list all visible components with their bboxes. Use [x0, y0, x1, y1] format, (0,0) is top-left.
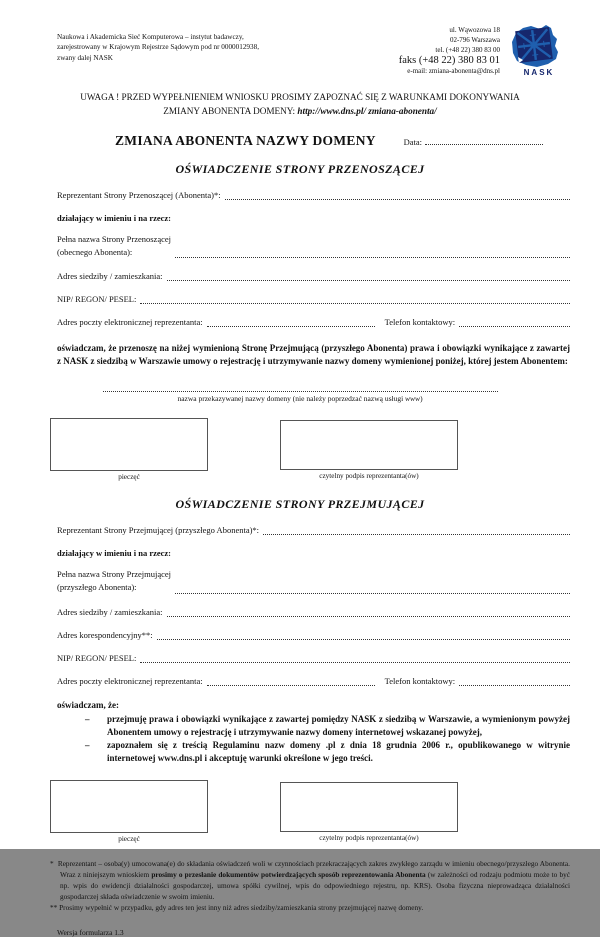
- email-line: e-mail: zmiana-abonenta@dns.pl: [407, 67, 500, 76]
- field-adres-siedziby-1: [57, 271, 570, 281]
- phone-line: tel. (+48 22) 380 83 00: [435, 45, 500, 54]
- fill-line: [263, 525, 570, 535]
- fill-line: [167, 271, 570, 281]
- bullet-item: – przejmuję prawa i obowiązki wynikające z zawartej pomiędzy NASK z siedzibą w Warszawie, a wymienionym powyżej Abonentem umowy o rejestrację i utrzymywanie nazwy domeny internetowej wskazanej powyżej,: [57, 713, 570, 739]
- domain-name-caption: nazwa przekazywanej nazwy domeny (nie należy poprzedzać nazwą usługi www): [177, 394, 423, 404]
- field-reprezentant-przejmujacej: [57, 525, 570, 535]
- signature-box-1: [280, 420, 458, 470]
- company-line: zwany dalej NASK: [57, 53, 113, 62]
- field-label: Pełna nazwa Strony Przejmującej (przyszłego Abonenta):: [57, 569, 172, 593]
- acting-on-behalf-label-2: działający w imieniu i na rzecz:: [57, 548, 172, 559]
- field-email-telefon-1: [57, 317, 570, 327]
- document-title: ZMIANA ABONENTA NAZWY DOMENY: [115, 132, 376, 148]
- footnotes: [30, 859, 570, 914]
- signature-caption: czytelny podpis reprezentanta(ów): [319, 472, 419, 481]
- fill-line: [140, 653, 570, 663]
- date-label: Data:: [403, 136, 422, 147]
- nask-logo-text: NASK: [523, 68, 555, 77]
- field-label: Adres korespondencyjny**:: [57, 629, 153, 640]
- warning-line2: ZMIANY ABONENTA DOMENY:: [163, 106, 298, 117]
- nask-logo: [508, 24, 570, 77]
- field-nip-1: [57, 294, 570, 304]
- fill-line: [207, 676, 375, 686]
- warning-notice: [30, 91, 570, 119]
- section1-heading: OŚWIADCZENIE STRONY PRZENOSZĄCEJ: [175, 161, 425, 176]
- field-label: Adres siedziby / zamieszkania:: [57, 606, 163, 617]
- field-label: NIP/ REGON/ PESEL:: [57, 294, 137, 305]
- domain-name-fill-line: [103, 384, 498, 392]
- company-info: [30, 24, 259, 63]
- field-label: Reprezentant Strony Przejmującej (przyszłego Abonenta)*:: [57, 525, 260, 536]
- bullet-item: – zapoznałem się z treścią Regulaminu nazw domeny .pl z dnia 18 grudnia 2006 r., opublikowanego w witrynie internetowej www.dns.pl i akceptuję warunki określone w jego treści.: [57, 739, 570, 765]
- stamp-caption: pieczęć: [118, 473, 140, 482]
- field-adres-siedziby-2: [57, 607, 570, 617]
- fill-line: [140, 294, 570, 304]
- footnote-1: * Reprezentant – osoba(y) umocowana(e) do składania oświadczeń woli w czynnościach przekraczających zakres zwykłego zarządu w imieniu obecnego/przyszłego Abonenta. Wraz z niniejszym wnioskiem prosimy o przesłanie dokumentów potwierdzających sposób reprezentowania Abonenta (w zależności od rodzaju podmiotu może to być np. wpis do ewidencji działalności gospodarczej, umowa spółki cywilnej, wpis do odpowiedniego rejestru, np. KRS). Osoba fizyczna nieprowadząca działalności gospodarczej składa oświadczenie w swoim imieniu.: [50, 859, 570, 901]
- field-email-telefon-2: [57, 676, 570, 686]
- signature-row-2: [30, 780, 570, 843]
- signature-box-2: [280, 782, 458, 832]
- footnote-2: ** Prosimy wypełnić w przypadku, gdy adres ten jest inny niż adres siedziby/zamieszkania strony przejmującej nazwę domeny.: [50, 902, 424, 912]
- fax-line: faks (+48 22) 380 83 01: [398, 55, 500, 67]
- field-label: Reprezentant Strony Przenoszącej (Abonenta)*:: [57, 189, 221, 200]
- field-label: Adres siedziby / zamieszkania:: [57, 271, 163, 282]
- fill-line: [207, 317, 375, 327]
- signature-caption: czytelny podpis reprezentanta(ów): [319, 834, 419, 843]
- nask-logo-icon: [508, 24, 570, 70]
- bullet-dash: –: [85, 740, 90, 751]
- field-nip-2: [57, 653, 570, 663]
- transfer-declaration: oświadczam, że przenoszę na niżej wymienioną Stronę Przejmującą (przyszłego Abonenta) prawa i obowiązki wynikające z zawartej z NASK z siedzibą w Warszawie umowy o rejestrację i utrzymywanie nazwy domeny wymienionej poniżej, której jestem Abonentem:: [57, 343, 570, 367]
- field-label: NIP/ REGON/ PESEL:: [57, 652, 137, 663]
- field-label: Adres poczty elektronicznej reprezentanta:: [57, 317, 203, 328]
- header: [30, 24, 570, 77]
- field-label: Telefon kontaktowy:: [384, 317, 456, 328]
- declaration-intro: oświadczam, że:: [57, 699, 119, 710]
- declaration-bullets: [57, 713, 570, 765]
- field-label: Telefon kontaktowy:: [384, 675, 456, 686]
- fill-line: [459, 676, 570, 686]
- dns-url: http://www.dns.pl/ zmiana-abonenta/: [297, 106, 437, 117]
- acting-on-behalf-label: działający w imieniu i na rzecz:: [57, 212, 172, 223]
- field-adres-korespondencyjny: [57, 630, 570, 640]
- field-reprezentant-przenoszacej: [57, 190, 570, 200]
- address-line: ul. Wąwozowa 18: [449, 26, 500, 34]
- fill-line: [225, 190, 570, 200]
- contact-block: [399, 24, 500, 77]
- stamp-box-2: [50, 780, 208, 833]
- warning-line1: UWAGA ! PRZED WYPEŁNIENIEM WNIOSKU PROSIMY ZAPOZNAĆ SIĘ Z WARUNKAMI DOKONYWANIA: [80, 92, 520, 103]
- form-version: Wersja formularza 1.3: [57, 927, 124, 937]
- fill-line: [175, 584, 570, 594]
- company-line: Naukowa i Akademicka Sieć Komputerowa – instytut badawczy,: [57, 33, 244, 41]
- date-fill-line: [425, 136, 543, 145]
- field-pelna-nazwa-przenoszacej: [57, 233, 570, 259]
- fill-line: [175, 248, 570, 258]
- fill-line: [167, 607, 570, 617]
- address-line: 02-796 Warszawa: [449, 35, 500, 44]
- field-label: Adres poczty elektronicznej reprezentanta:: [57, 675, 203, 686]
- stamp-caption: pieczęć: [118, 835, 140, 844]
- field-pelna-nazwa-przejmujacej: [57, 568, 570, 594]
- signature-row-1: [30, 418, 570, 481]
- fill-line: [157, 630, 570, 640]
- company-line: zarejestrowany w Krajowym Rejestrze Sądowym pod nr 0000012938,: [57, 43, 260, 52]
- stamp-box-1: [50, 418, 208, 471]
- bullet-dash: –: [85, 713, 90, 724]
- field-label: Pełna nazwa Strony Przenoszącej (obecnego Abonenta):: [57, 233, 171, 257]
- section2-heading: OŚWIADCZENIE STRONY PRZEJMUJĄCEJ: [175, 497, 425, 512]
- fill-line: [459, 317, 570, 327]
